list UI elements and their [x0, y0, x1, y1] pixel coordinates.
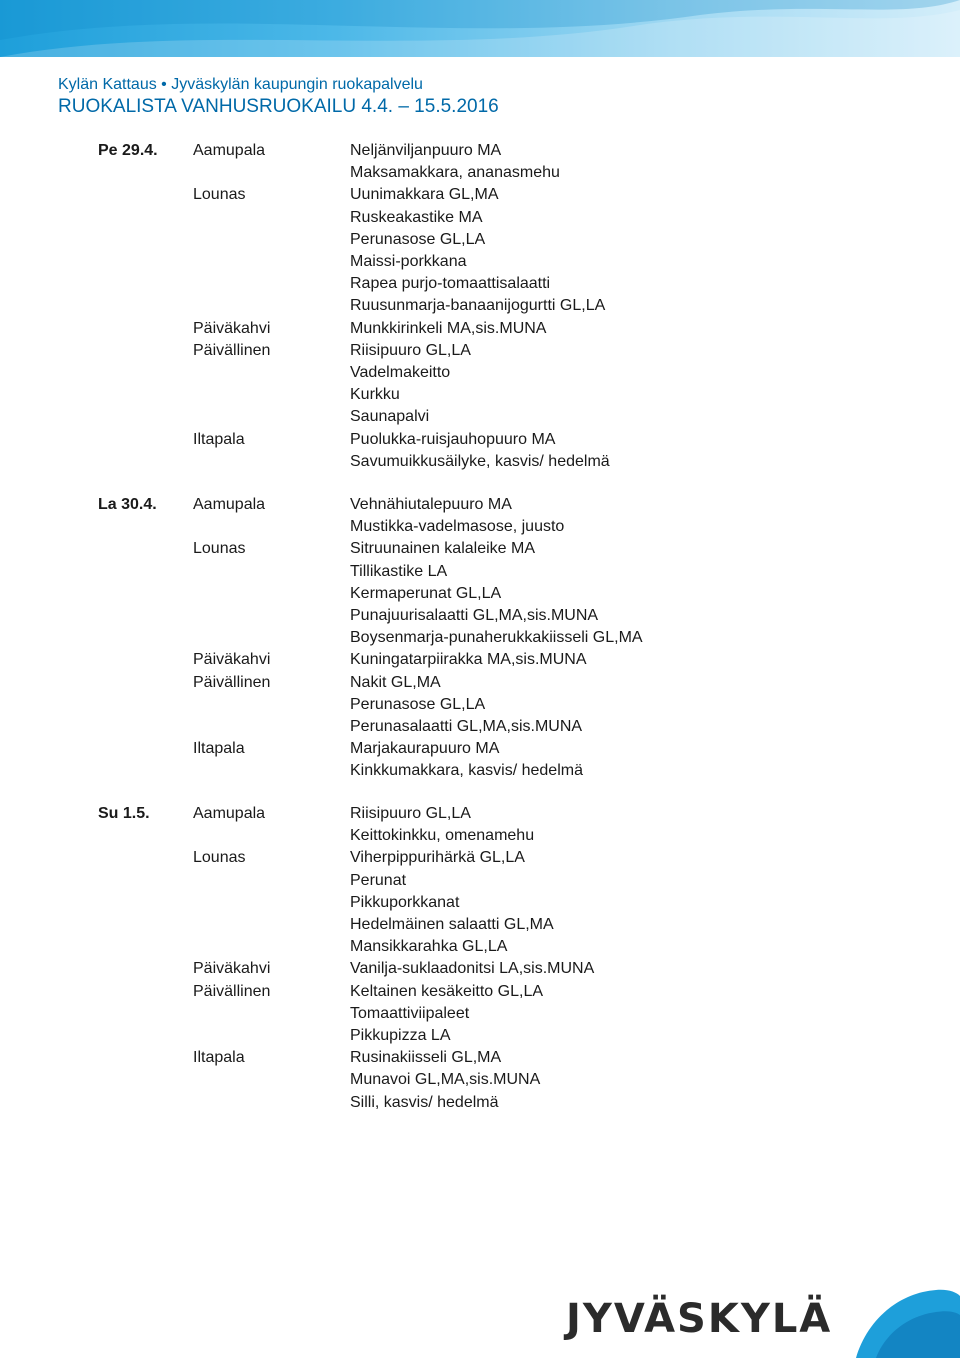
menu-item: Kermaperunat GL,LA [350, 584, 502, 602]
logo-wave-icon [836, 1288, 960, 1358]
menu-item: Viherpippurihärkä GL,LA [350, 849, 525, 867]
top-decorative-band [0, 0, 960, 57]
meal-label: Lounas [193, 849, 246, 867]
menu-item: Maissi-porkkana [350, 253, 467, 270]
meal-label: Iltapala [193, 430, 245, 448]
meal-label: Päivällinen [193, 982, 271, 1000]
page-title: RUOKALISTA VANHUSRUOKAILU 4.4. – 15.5.2016 [58, 96, 499, 117]
meal-label: Aamupala [193, 142, 266, 159]
meal-label: Lounas [193, 186, 246, 204]
meal-label: Lounas [193, 540, 246, 558]
menu-item: Tomaattiviipaleet [350, 1004, 470, 1022]
menu-item: Puolukka-ruisjauhopuuro MA [350, 430, 556, 448]
menu-item: Vanilja-suklaadonitsi LA,sis.MUNA [350, 960, 595, 978]
menu-item: Tillikastike LA [350, 562, 448, 580]
menu-item: Kurkku [350, 386, 400, 404]
menu-item: Perunasose GL,LA [350, 230, 486, 248]
menu-item: Punajuurisalaatti GL,MA,sis.MUNA [350, 607, 599, 624]
day-label: Su 1.5. [98, 805, 150, 822]
meal-label: Päivällinen [193, 673, 271, 691]
menu-item: Perunasalaatti GL,MA,sis.MUNA [350, 718, 583, 735]
header-subtitle: Kylän Kattaus • Jyväskylän kaupungin ruokapalvelu [58, 76, 423, 93]
menu-item: Neljänviljanpuuro MA [350, 142, 502, 159]
meal-label: Iltapala [193, 740, 245, 758]
menu-item: Munkkirinkeli MA,sis.MUNA [350, 319, 547, 337]
menu-item: Saunapalvi [350, 408, 430, 426]
menu-item: Vehnähiutalepuuro MA [350, 496, 512, 513]
meal-label: Päiväkahvi [193, 651, 271, 669]
menu-item: Pikkuporkkanat [350, 893, 460, 911]
menu-item: Perunat [350, 871, 407, 889]
meal-label: Päiväkahvi [193, 319, 271, 337]
menu-item: Riisipuuro GL,LA [350, 341, 471, 359]
menu-item: Mustikka-vadelmasose, juusto [350, 518, 565, 536]
document-header [58, 75, 499, 119]
meal-label: Aamupala [193, 496, 266, 513]
menu-item: Sitruunainen kalaleike MA [350, 540, 535, 558]
day-label: La 30.4. [98, 496, 157, 513]
menu-item: Pikkupizza LA [350, 1027, 451, 1044]
meal-label: Päivällinen [193, 341, 271, 359]
menu-item: Silli, kasvis/ hedelmä [350, 1093, 499, 1111]
menu-item: Maksamakkara, ananasmehu [350, 164, 560, 182]
meal-label: Päiväkahvi [193, 960, 271, 978]
wave-decoration-icon [0, 0, 960, 57]
day-label: Pe 29.4. [98, 142, 158, 159]
menu-item: Keittokinkku, omenamehu [350, 827, 535, 845]
menu-item: Rapea purjo-tomaattisalaatti [350, 275, 551, 293]
menu-item: Nakit GL,MA [350, 673, 441, 691]
menu-item: Marjakaurapuuro MA [350, 740, 500, 758]
menu-item: Kuningatarpiirakka MA,sis.MUNA [350, 651, 587, 669]
menu-item: Vadelmakeitto [350, 364, 451, 381]
menu-item: Munavoi GL,MA,sis.MUNA [350, 1071, 541, 1089]
menu-item: Savumuikkusäilyke, kasvis/ hedelmä [350, 452, 610, 470]
meal-label: Aamupala [193, 805, 266, 822]
meal-label: Iltapala [193, 1049, 245, 1067]
menu-item: Ruskeakastike MA [350, 208, 483, 226]
menu-item: Mansikkarahka GL,LA [350, 938, 508, 956]
menu-item: Ruusunmarja-banaanijogurtti GL,LA [350, 297, 606, 315]
menu-item: Uunimakkara GL,MA [350, 186, 499, 204]
jyvaskyla-logo [566, 1288, 960, 1358]
menu-item: Kinkkumakkara, kasvis/ hedelmä [350, 762, 583, 780]
menu-item: Rusinakiisseli GL,MA [350, 1049, 502, 1067]
menu-item: Hedelmäinen salaatti GL,MA [350, 916, 554, 933]
menu-item: Keltainen kesäkeitto GL,LA [350, 982, 544, 1000]
logo-wordmark: JYVÄSKYLÄ [566, 1296, 833, 1342]
menu-item: Perunasose GL,LA [350, 695, 486, 713]
menu-item: Boysenmarja-punaherukkakiisseli GL,MA [350, 629, 643, 647]
menu-item: Riisipuuro GL,LA [350, 805, 471, 822]
